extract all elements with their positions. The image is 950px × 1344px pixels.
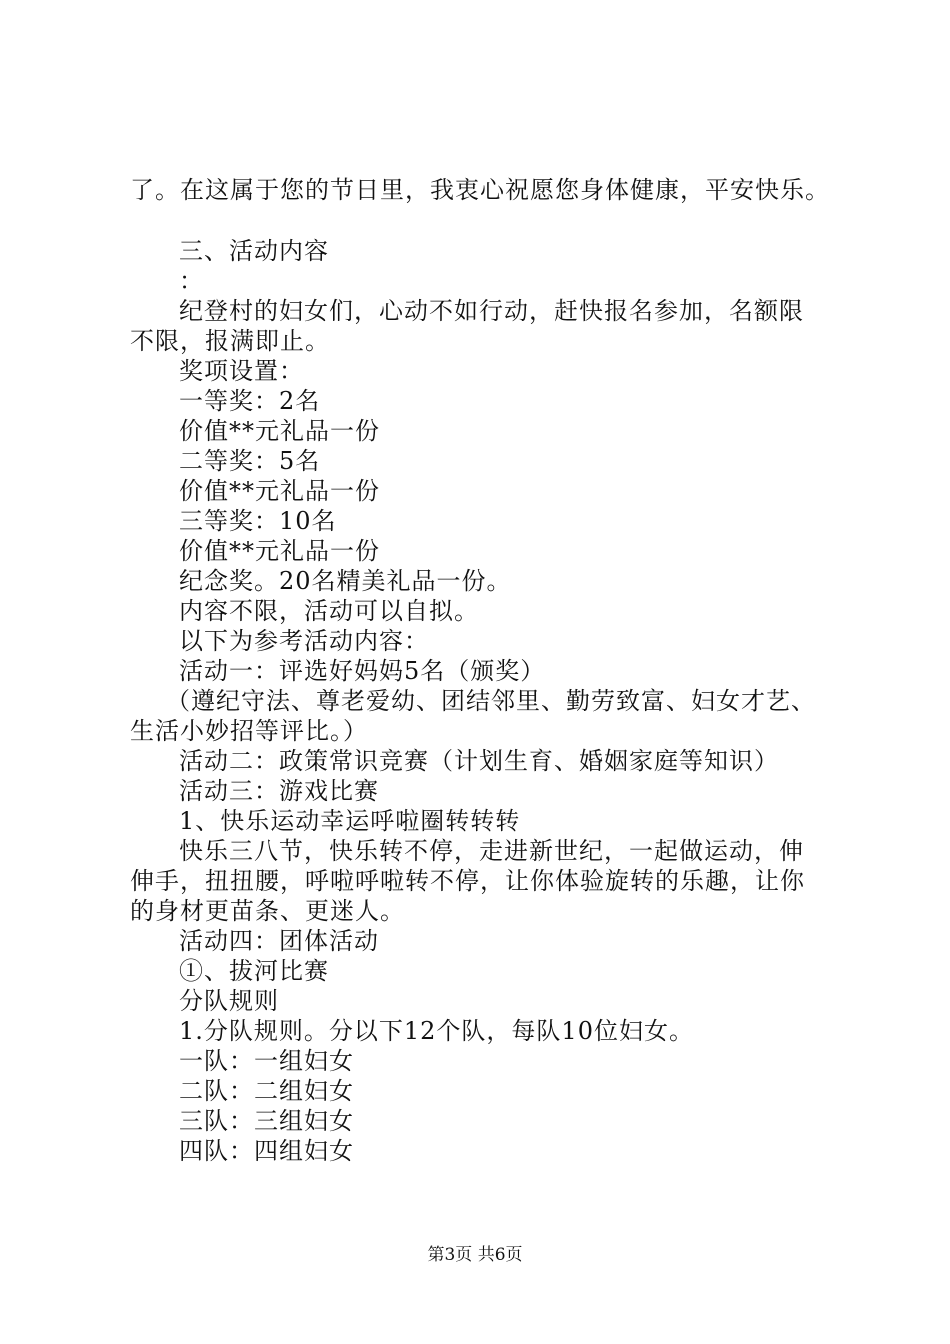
- text-line: 不限，报满即止。: [130, 327, 330, 355]
- text-line: 三等奖：10名: [179, 507, 337, 535]
- text-line: 二队：二组妇女: [179, 1077, 354, 1105]
- text-line: 伸手，扭扭腰，呼啦呼啦转不停，让你体验旋转的乐趣，让你: [130, 867, 805, 895]
- text-line: 快乐三八节，快乐转不停，走进新世纪，一起做运动，伸: [179, 837, 804, 865]
- text-line: 二等奖：5名: [179, 447, 321, 475]
- paragraph-gap: [130, 205, 850, 236]
- text-line: 一队：一组妇女: [179, 1047, 354, 1075]
- text-line: 纪登村的妇女们，心动不如行动，赶快报名参加，名额限: [179, 297, 804, 325]
- text-line: 价值**元礼品一份: [179, 477, 380, 505]
- text-line: 四队：四组妇女: [179, 1137, 354, 1165]
- document-body: [130, 175, 850, 1166]
- text-line: 分队规则: [179, 987, 279, 1015]
- text-line: 活动二：政策常识竞赛（计划生育、婚姻家庭等知识）: [179, 747, 779, 775]
- text-line: 一等奖：2名: [179, 387, 321, 415]
- text-line: 了。在这属于您的节日里，我衷心祝愿您身体健康，平安快乐。: [130, 176, 830, 204]
- text-line: （遵纪守法、尊老爱幼、团结邻里、勤劳致富、妇女才艺、: [166, 687, 816, 715]
- text-line: 生活小妙招等评比。）: [130, 717, 368, 745]
- text-line: 活动四：团体活动: [179, 927, 379, 955]
- section-heading: 三、活动内容: [179, 237, 329, 265]
- text-line: 内容不限，活动可以自拟。: [179, 597, 479, 625]
- text-line: 以下为参考活动内容：: [179, 627, 429, 655]
- text-line: 1、快乐运动幸运呼啦圈转转转: [179, 807, 521, 835]
- text-line: ①、拔河比赛: [179, 957, 329, 985]
- text-line: 价值**元礼品一份: [179, 417, 380, 445]
- text-line: 价值**元礼品一份: [179, 537, 380, 565]
- text-line: 的身材更苗条、更迷人。: [130, 897, 405, 925]
- text-line: 奖项设置：: [179, 357, 304, 385]
- text-line: 三队：三组妇女: [179, 1107, 354, 1135]
- text-line: 纪念奖。20名精美礼品一份。: [179, 567, 512, 595]
- page-footer: 第3页 共6页: [427, 1245, 523, 1265]
- text-line: 活动三：游戏比赛: [179, 777, 379, 805]
- text-line: 活动一：评选好妈妈5名（颁奖）: [179, 657, 546, 685]
- text-line: 1.分队规则。分以下12个队，每队10位妇女。: [179, 1017, 694, 1045]
- text-line: ：: [179, 267, 203, 295]
